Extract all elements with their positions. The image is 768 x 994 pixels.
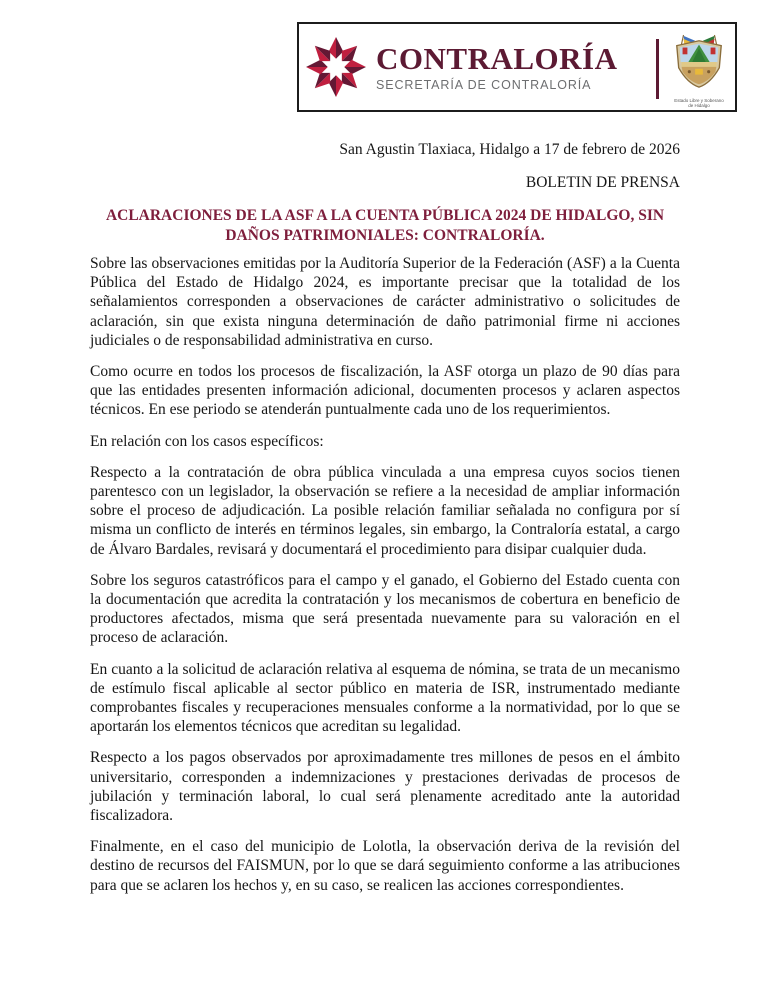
crest-caption: Estado Libre y Soberano de Hidalgo <box>674 98 724 108</box>
body-paragraphs <box>90 254 680 895</box>
body-paragraph: Sobre las observaciones emitidas por la Auditoría Superior de la Federación (ASF) a la Cuenta Pública del Estado de Hidalgo 2024, es importante precisar que la totalidad de los señalamientos corresponden a observaciones de carácter administrativo o solicitudes de aclaración, sin que exista ninguna determinación de daño patrimonial firme ni acciones judiciales o de responsabilidad administrativa en curso. <box>90 255 680 349</box>
letterhead-box <box>297 22 737 112</box>
dateline: San Agustin Tlaxiaca, Hidalgo a 17 de febrero de 2026 <box>339 141 680 158</box>
headline-line-1: ACLARACIONES DE LA ASF A LA CUENTA PÚBLICA 2024 DE HIDALGO, SIN <box>105 207 665 224</box>
document-type-label: BOLETIN DE PRENSA <box>525 174 680 191</box>
hidalgo-coat-of-arms-icon <box>668 33 730 108</box>
contraloria-star-logo-icon <box>305 36 367 98</box>
body-paragraph: En cuanto a la solicitud de aclaración relativa al esquema de nómina, se trata de un mecanismo de estímulo fiscal aplicable al sector público en materia de ISR, instrumentado mediante comprobantes fiscales y recuperaciones mensuales conforme a la normatividad, por lo que se aportarán los elementos técnicos que acreditan su legalidad. <box>90 660 680 736</box>
brand-subtitle: SECRETARÍA DE CONTRALORÍA <box>376 77 592 92</box>
body-paragraph: Respecto a los pagos observados por aproximadamente tres millones de pesos en el ámbito universitario, corresponden a indemnizaciones y prestaciones derivadas de procesos de jubilación y terminación laboral, lo cual será plenamente acreditado ante la autoridad fiscalizadora. <box>90 749 680 825</box>
body-paragraph: Como ocurre en todos los procesos de fiscalización, la ASF otorga un plazo de 90 días para que las entidades presenten información adicional, documenten procesos y aclaren aspectos técnicos. En ese periodo se atenderán puntualmente cada uno de los requerimientos. <box>90 363 680 419</box>
document-content <box>90 140 680 907</box>
headline <box>90 206 680 246</box>
body-paragraph: En relación con los casos específicos: <box>90 432 324 450</box>
body-paragraph: Finalmente, en el caso del municipio de Lolotla, la observación deriva de la revisión del destino de recursos del FAISMUN, por lo que se dará seguimiento conforme a las atribuciones para que se aclaren los hechos y, en su caso, se realicen las acciones correspondientes. <box>90 838 680 894</box>
brand-text-block <box>376 40 618 92</box>
body-paragraph: Respecto a la contratación de obra pública vinculada a una empresa cuyos socios tienen parentesco con un legislador, la observación se refiere a la necesidad de ampliar información sobre el proceso de adjudicación. La posible relación familiar señalada no configura por sí misma un conflicto de interés en términos legales, sin embargo, la Contraloría estatal, a cargo de Álvaro Bardales, revisará y documentará el procedimiento para disipar cualquier duda. <box>90 463 680 558</box>
brand-name: CONTRALORÍA <box>376 40 618 76</box>
brand-divider <box>656 39 659 99</box>
headline-line-2: DAÑOS PATRIMONIALES: CONTRALORÍA. <box>225 227 545 244</box>
body-paragraph: Sobre los seguros catastróficos para el campo y el ganado, el Gobierno del Estado cuenta con la documentación que acredita la contratación y los mecanismos de cobertura en beneficio de productores afectados, misma que será presentada nuevamente para su valoración en el proceso de aclaración. <box>90 571 680 647</box>
